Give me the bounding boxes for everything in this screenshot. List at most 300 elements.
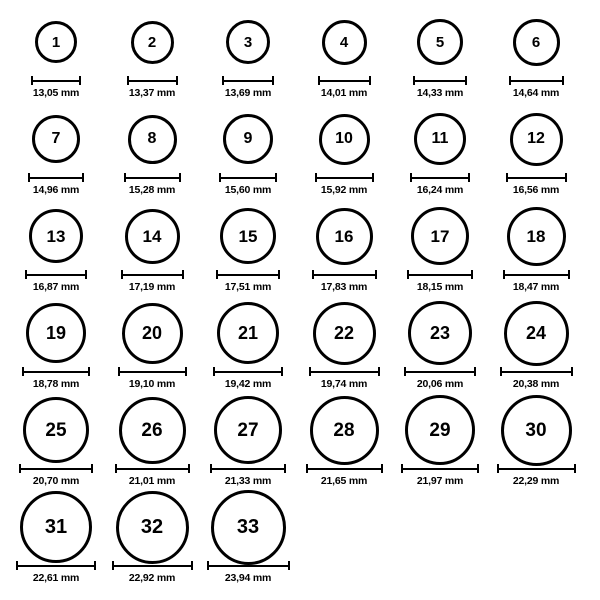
ring-diameter-label: 21,33 mm	[224, 475, 272, 487]
measure-line	[407, 274, 473, 276]
measure-bar	[306, 464, 383, 473]
ring-size-number: 28	[333, 419, 355, 441]
measure-line	[31, 80, 81, 82]
measure-line	[16, 565, 96, 567]
measure-line	[506, 177, 567, 179]
ring-diameter-label: 17,51 mm	[224, 281, 272, 293]
ring-circle	[405, 395, 475, 465]
measure-line	[503, 274, 570, 276]
measure-tick-right	[471, 270, 473, 279]
ring-circle-wrapper	[310, 398, 379, 462]
measure-bar	[207, 561, 290, 570]
measure-bar	[222, 76, 274, 85]
measure-tick-right	[381, 464, 383, 473]
measure-tick-left	[210, 464, 212, 473]
ring-size-cell[interactable]	[296, 10, 392, 107]
ring-circle-wrapper	[417, 10, 463, 74]
measure-tick-right	[288, 561, 290, 570]
ring-circle-wrapper	[513, 10, 560, 74]
measure-line	[216, 274, 280, 276]
measure-bar	[28, 173, 84, 182]
measure-tick-left	[315, 173, 317, 182]
ring-size-cell[interactable]	[296, 398, 392, 495]
measure-tick-left	[407, 270, 409, 279]
measure-tick-left	[503, 270, 505, 279]
ring-size-cell[interactable]	[200, 107, 296, 204]
ring-size-cell[interactable]	[8, 204, 104, 301]
measure-line	[222, 80, 274, 82]
measure-tick-right	[179, 173, 181, 182]
ring-diameter-label: 16,24 mm	[416, 184, 464, 196]
ring-size-cell[interactable]	[104, 398, 200, 495]
ring-size-cell[interactable]	[392, 301, 488, 398]
measure-tick-right	[562, 76, 564, 85]
ring-size-cell[interactable]	[104, 204, 200, 301]
measure-tick-left	[404, 367, 406, 376]
ring-diameter-label: 19,74 mm	[320, 378, 368, 390]
measure-line	[210, 468, 286, 470]
ring-circle	[504, 301, 569, 366]
measure-line	[500, 371, 573, 373]
measure-tick-right	[375, 270, 377, 279]
measure-bar	[497, 464, 576, 473]
ring-size-number: 7	[51, 130, 61, 147]
measure-tick-right	[272, 76, 274, 85]
ring-circle	[513, 19, 560, 66]
ring-diameter-label: 22,92 mm	[128, 572, 176, 584]
ring-size-number: 33	[236, 516, 260, 538]
ring-circle	[510, 113, 563, 166]
measure-bar	[22, 367, 90, 376]
ring-circle-wrapper	[507, 204, 566, 268]
ring-size-number: 12	[527, 130, 545, 147]
measure-tick-right	[88, 367, 90, 376]
ring-circle	[35, 21, 77, 63]
ring-circle-wrapper	[504, 301, 569, 365]
measure-line	[306, 468, 383, 470]
ring-circle	[316, 208, 373, 265]
measure-tick-left	[312, 270, 314, 279]
ring-circle	[310, 396, 379, 465]
ring-size-number: 3	[243, 33, 253, 51]
measure-bar	[213, 367, 283, 376]
ring-circle	[26, 303, 86, 363]
ring-circle-wrapper	[20, 495, 92, 559]
ring-size-cell[interactable]	[104, 10, 200, 107]
ring-diameter-label: 14,33 mm	[416, 87, 464, 99]
measure-tick-left	[207, 561, 209, 570]
measure-bar	[407, 270, 473, 279]
ring-circle-wrapper	[122, 301, 183, 365]
measure-line	[22, 371, 90, 373]
ring-diameter-label: 13,69 mm	[224, 87, 272, 99]
measure-bar	[315, 173, 374, 182]
measure-tick-left	[401, 464, 403, 473]
ring-size-number: 4	[339, 33, 349, 51]
ring-size-cell[interactable]	[296, 107, 392, 204]
measure-line	[207, 565, 290, 567]
ring-size-cell[interactable]	[488, 398, 584, 495]
ring-size-cell[interactable]	[104, 301, 200, 398]
ring-size-number: 9	[243, 130, 253, 147]
ring-diameter-label: 21,65 mm	[320, 475, 368, 487]
ring-size-cell[interactable]	[392, 107, 488, 204]
ring-circle-wrapper	[125, 204, 180, 268]
measure-bar	[413, 76, 467, 85]
ring-size-cell[interactable]	[8, 495, 104, 592]
ring-circle-wrapper	[217, 301, 279, 365]
ring-diameter-label: 18,78 mm	[32, 378, 80, 390]
measure-tick-left	[19, 464, 21, 473]
ring-circle	[119, 397, 186, 464]
ring-diameter-label: 23,94 mm	[224, 572, 272, 584]
measure-tick-left	[28, 173, 30, 182]
measure-line	[118, 371, 187, 373]
ring-circle-wrapper	[411, 204, 469, 268]
measure-bar	[25, 270, 87, 279]
ring-size-number: 27	[237, 419, 259, 441]
ring-size-cell[interactable]	[8, 107, 104, 204]
ring-circle	[214, 396, 282, 464]
ring-size-cell[interactable]	[488, 301, 584, 398]
ring-size-number: 18	[526, 226, 546, 246]
measure-line	[309, 371, 380, 373]
measure-bar	[509, 76, 564, 85]
measure-tick-right	[85, 270, 87, 279]
empty-cell	[296, 495, 392, 592]
ring-circle-wrapper	[313, 301, 376, 365]
measure-tick-right	[468, 173, 470, 182]
ring-size-number: 22	[333, 323, 355, 343]
measure-line	[410, 177, 470, 179]
ring-size-cell[interactable]	[392, 10, 488, 107]
ring-size-number: 23	[429, 323, 451, 343]
ring-size-cell[interactable]	[488, 204, 584, 301]
measure-tick-right	[574, 464, 576, 473]
ring-diameter-label: 19,10 mm	[128, 378, 176, 390]
ring-diameter-label: 20,06 mm	[416, 378, 464, 390]
ring-circle	[23, 397, 89, 463]
ring-size-cell[interactable]	[296, 204, 392, 301]
ring-size-cell[interactable]	[104, 495, 200, 592]
ring-circle-wrapper	[23, 398, 89, 462]
ring-diameter-label: 14,96 mm	[32, 184, 80, 196]
empty-cell	[488, 495, 584, 592]
measure-tick-right	[185, 367, 187, 376]
measure-tick-right	[79, 76, 81, 85]
ring-circle-wrapper	[223, 107, 273, 171]
ring-diameter-label: 20,38 mm	[512, 378, 560, 390]
measure-line	[413, 80, 467, 82]
ring-circle	[414, 113, 466, 165]
measure-line	[401, 468, 479, 470]
ring-circle	[20, 491, 92, 563]
measure-tick-left	[112, 561, 114, 570]
ring-size-cell[interactable]	[488, 107, 584, 204]
measure-tick-left	[410, 173, 412, 182]
ring-circle-wrapper	[322, 10, 367, 74]
measure-line	[318, 80, 371, 82]
ring-size-number: 14	[142, 226, 162, 246]
ring-circle-wrapper	[319, 107, 370, 171]
ring-circle	[507, 207, 566, 266]
ring-circle-wrapper	[220, 204, 276, 268]
ring-diameter-label: 13,05 mm	[32, 87, 80, 99]
ring-circle-wrapper	[214, 398, 282, 462]
measure-tick-left	[216, 270, 218, 279]
measure-tick-right	[182, 270, 184, 279]
measure-tick-right	[474, 367, 476, 376]
ring-size-cell[interactable]	[200, 301, 296, 398]
measure-line	[213, 371, 283, 373]
measure-line	[115, 468, 190, 470]
measure-tick-right	[275, 173, 277, 182]
ring-row	[8, 398, 592, 495]
ring-circle	[125, 209, 180, 264]
measure-line	[121, 274, 184, 276]
measure-tick-right	[82, 173, 84, 182]
measure-tick-left	[118, 367, 120, 376]
ring-circle-wrapper	[119, 398, 186, 462]
ring-circle	[116, 491, 189, 564]
ring-diameter-label: 22,61 mm	[32, 572, 80, 584]
ring-circle-wrapper	[35, 10, 77, 74]
ring-size-cell[interactable]	[200, 10, 296, 107]
ring-size-cell[interactable]	[8, 301, 104, 398]
measure-bar	[112, 561, 193, 570]
ring-size-cell[interactable]	[8, 398, 104, 495]
ring-circle	[417, 19, 463, 65]
measure-tick-right	[465, 76, 467, 85]
ring-size-number: 15	[238, 226, 258, 246]
ring-size-number: 26	[141, 419, 163, 441]
measure-line	[497, 468, 576, 470]
measure-bar	[312, 270, 377, 279]
ring-row	[8, 301, 592, 398]
measure-bar	[16, 561, 96, 570]
ring-size-cell[interactable]	[392, 398, 488, 495]
ring-circle	[319, 114, 370, 165]
measure-bar	[210, 464, 286, 473]
measure-tick-left	[306, 464, 308, 473]
ring-circle-wrapper	[131, 10, 174, 74]
measure-line	[28, 177, 84, 179]
ring-circle	[408, 301, 472, 365]
measure-bar	[500, 367, 573, 376]
ring-size-number: 8	[147, 130, 157, 147]
measure-tick-left	[121, 270, 123, 279]
ring-row	[8, 204, 592, 301]
measure-tick-right	[378, 367, 380, 376]
measure-tick-left	[222, 76, 224, 85]
ring-size-cell[interactable]	[488, 10, 584, 107]
ring-diameter-label: 21,97 mm	[416, 475, 464, 487]
ring-diameter-label: 17,19 mm	[128, 281, 176, 293]
measure-bar	[219, 173, 277, 182]
ring-circle	[131, 21, 174, 64]
ring-diameter-label: 15,60 mm	[224, 184, 272, 196]
ring-size-number: 13	[46, 226, 66, 246]
measure-line	[404, 371, 476, 373]
ring-diameter-label: 16,56 mm	[512, 184, 560, 196]
ring-size-number: 29	[429, 419, 451, 441]
ring-circle	[411, 207, 469, 265]
ring-size-cell[interactable]	[200, 204, 296, 301]
ring-size-number: 17	[430, 226, 450, 246]
ring-size-number: 21	[237, 323, 259, 343]
ring-size-number: 24	[525, 323, 547, 343]
ring-size-number: 6	[531, 33, 541, 51]
measure-tick-right	[284, 464, 286, 473]
ring-diameter-label: 18,47 mm	[512, 281, 560, 293]
ring-circle	[501, 395, 572, 466]
measure-tick-left	[31, 76, 33, 85]
ring-circle-wrapper	[32, 107, 80, 171]
ring-circle-wrapper	[226, 10, 270, 74]
ring-circle-wrapper	[405, 398, 475, 462]
measure-line	[124, 177, 181, 179]
ring-size-number: 20	[141, 323, 163, 343]
ring-size-number: 19	[45, 323, 67, 343]
measure-tick-left	[124, 173, 126, 182]
ring-size-number: 16	[334, 226, 354, 246]
empty-cell	[392, 495, 488, 592]
measure-tick-right	[278, 270, 280, 279]
ring-circle-wrapper	[128, 107, 177, 171]
measure-tick-left	[506, 173, 508, 182]
measure-tick-right	[565, 173, 567, 182]
measure-tick-left	[497, 464, 499, 473]
ring-size-number: 11	[431, 130, 449, 147]
ring-size-cell[interactable]	[200, 398, 296, 495]
measure-line	[509, 80, 564, 82]
measure-tick-right	[188, 464, 190, 473]
measure-tick-right	[571, 367, 573, 376]
ring-circle-wrapper	[316, 204, 373, 268]
measure-bar	[121, 270, 184, 279]
measure-line	[127, 80, 178, 82]
ring-row	[8, 10, 592, 107]
measure-bar	[404, 367, 476, 376]
measure-line	[312, 274, 377, 276]
ring-size-number: 25	[45, 419, 67, 441]
measure-tick-right	[477, 464, 479, 473]
ring-circle	[217, 302, 279, 364]
measure-bar	[124, 173, 181, 182]
ring-diameter-label: 19,42 mm	[224, 378, 272, 390]
ring-size-cell[interactable]	[200, 495, 296, 592]
measure-bar	[401, 464, 479, 473]
measure-bar	[309, 367, 380, 376]
measure-tick-right	[568, 270, 570, 279]
measure-line	[25, 274, 87, 276]
ring-diameter-label: 14,64 mm	[512, 87, 560, 99]
ring-diameter-label: 13,37 mm	[128, 87, 176, 99]
measure-tick-left	[500, 367, 502, 376]
measure-bar	[506, 173, 567, 182]
measure-line	[219, 177, 277, 179]
measure-bar	[31, 76, 81, 85]
ring-circle	[128, 115, 177, 164]
ring-circle-wrapper	[29, 204, 83, 268]
measure-tick-right	[94, 561, 96, 570]
measure-tick-right	[91, 464, 93, 473]
measure-line	[19, 468, 93, 470]
ring-circle	[29, 209, 83, 263]
ring-circle-wrapper	[414, 107, 466, 171]
ring-diameter-label: 16,87 mm	[32, 281, 80, 293]
measure-tick-left	[309, 367, 311, 376]
ring-circle-wrapper	[116, 495, 189, 559]
ring-size-number: 2	[147, 33, 157, 51]
measure-tick-left	[115, 464, 117, 473]
measure-line	[315, 177, 374, 179]
ring-circle	[223, 114, 273, 164]
ring-circle-wrapper	[211, 495, 286, 559]
ring-circle	[220, 208, 276, 264]
measure-tick-left	[213, 367, 215, 376]
measure-tick-left	[413, 76, 415, 85]
ring-size-cell[interactable]	[104, 107, 200, 204]
ring-size-cell[interactable]	[392, 204, 488, 301]
ring-circle	[226, 20, 270, 64]
measure-tick-left	[16, 561, 18, 570]
ring-size-number: 1	[51, 33, 61, 51]
ring-circle	[313, 302, 376, 365]
measure-tick-right	[372, 173, 374, 182]
measure-bar	[115, 464, 190, 473]
ring-row	[8, 495, 592, 592]
measure-tick-left	[22, 367, 24, 376]
measure-tick-left	[219, 173, 221, 182]
measure-line	[112, 565, 193, 567]
measure-tick-right	[369, 76, 371, 85]
ring-diameter-label: 14,01 mm	[320, 87, 368, 99]
ring-circle-wrapper	[501, 398, 572, 462]
ring-diameter-label: 20,70 mm	[32, 475, 80, 487]
measure-bar	[503, 270, 570, 279]
measure-tick-left	[25, 270, 27, 279]
ring-diameter-label: 17,83 mm	[320, 281, 368, 293]
ring-circle	[322, 20, 367, 65]
measure-bar	[410, 173, 470, 182]
measure-tick-right	[281, 367, 283, 376]
ring-diameter-label: 22,29 mm	[512, 475, 560, 487]
measure-bar	[118, 367, 187, 376]
ring-circle	[122, 303, 183, 364]
measure-bar	[19, 464, 93, 473]
ring-size-number: 10	[335, 130, 353, 147]
measure-tick-left	[127, 76, 129, 85]
ring-size-number: 32	[140, 516, 164, 538]
ring-circle	[211, 490, 286, 565]
ring-circle-wrapper	[26, 301, 86, 365]
measure-tick-right	[191, 561, 193, 570]
ring-size-number: 5	[435, 33, 445, 51]
ring-size-cell[interactable]	[296, 301, 392, 398]
ring-size-cell[interactable]	[8, 10, 104, 107]
ring-diameter-label: 15,28 mm	[128, 184, 176, 196]
ring-circle-wrapper	[408, 301, 472, 365]
ring-diameter-label: 21,01 mm	[128, 475, 176, 487]
ring-row	[8, 107, 592, 204]
ring-circle-wrapper	[510, 107, 563, 171]
measure-bar	[216, 270, 280, 279]
ring-size-number: 30	[525, 419, 547, 441]
measure-tick-left	[509, 76, 511, 85]
ring-size-number: 31	[44, 516, 68, 538]
ring-diameter-label: 18,15 mm	[416, 281, 464, 293]
